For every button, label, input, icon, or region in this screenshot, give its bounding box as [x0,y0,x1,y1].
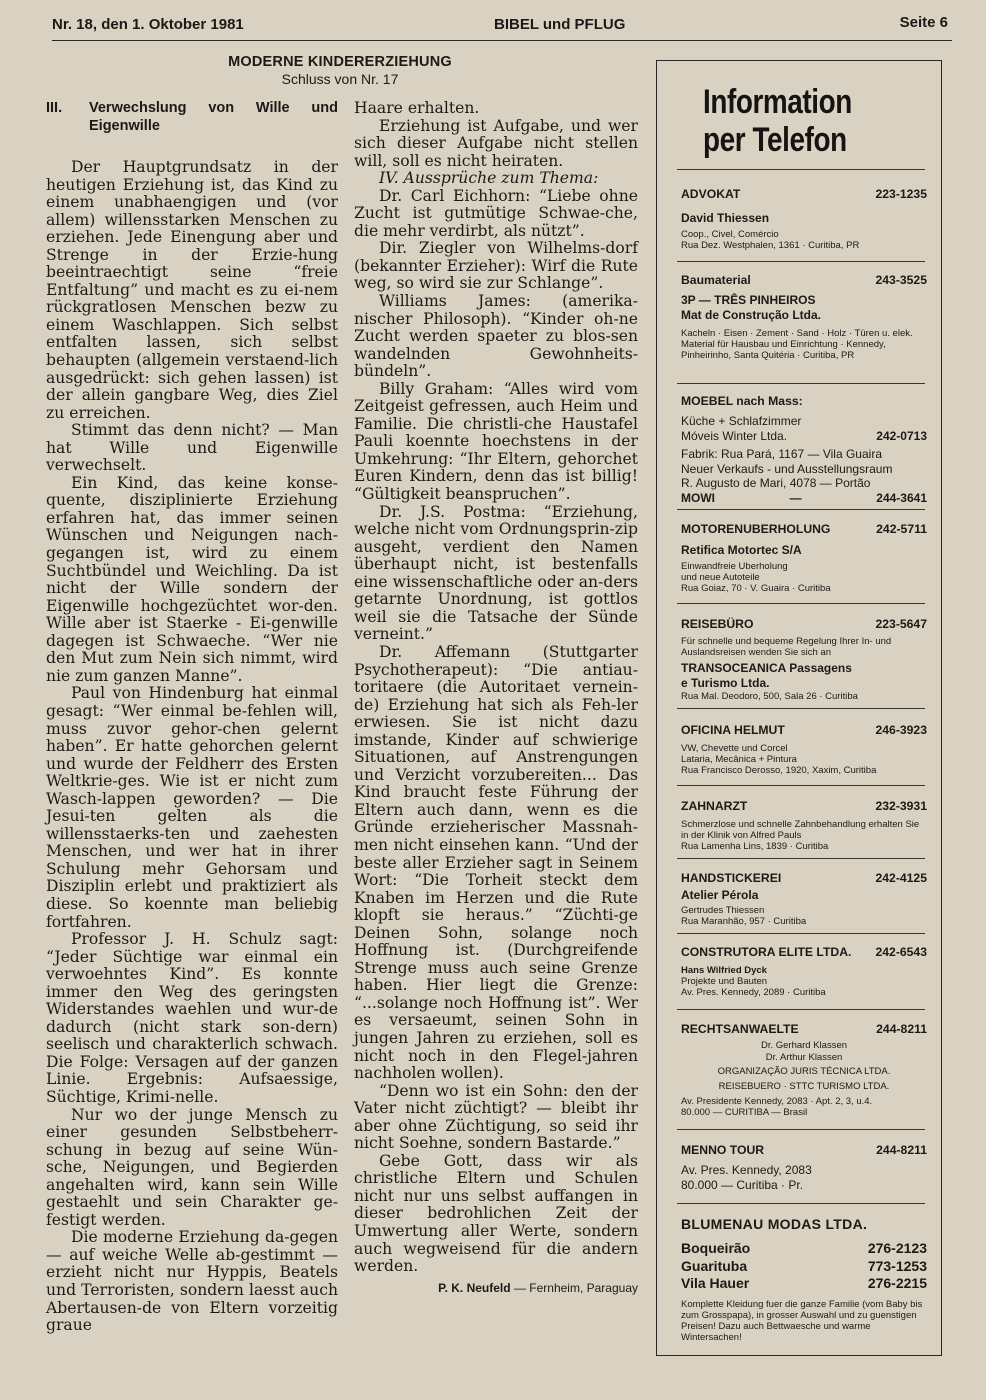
divider [677,1009,925,1010]
author-signature [354,1280,638,1298]
paragraph: Stimmt das denn nicht? — Man hat Wille und Eigenwille verwechselt. [46,421,338,475]
entry-advokat: ADVOKAT 223-1235 David Thiessen Coop., Civel, Comércio Rua Dez. Westphalen, 1361 · Curitiba, PR [681,187,927,252]
divider [677,603,925,604]
article-subtitle: Schluss von Nr. 17 [281,71,399,87]
entry-zahnarzt: ZAHNARZT 232-3931 Schmerzlose und schnelle Zahnbehandlung erhalten Sie in der Klinik von Alfred Pauls Rua Lamenha Lins, 1839 · Curitiba [681,799,927,853]
paragraph: Ein Kind, das keine konse-quente, disziplinierte Erziehung erfahren hat, das immer seinen Wünschen und Neigungen nach-gegangen ist, wird zu einem Suchtbündel und Weichling. Da ist nicht der Wille sondern der Eigenwille hochgezüchtet wor-den. Wille aber ist Staerke - Ei-genwille dagegen ist Schwaeche. “Wer nie den Mut zum Nein sich nimmt, wird nie zum ganzen Manne”. [46,473,338,685]
paragraph: Dr. J.S. Postma: “Erziehung, welche nicht vom Ordnungsprin-zip ausgeht, verdient den Namen überhaupt nicht, ist bestenfalls eine wissenschaftliche oder an-ders getarnte Unordnung, ist gottlos weil sie die Tatsache der Sünde verneint.” [354,502,638,644]
section-number: III. [46,100,63,116]
divider [677,261,925,262]
article-column-2 [354,100,638,1297]
entry-oficina-helmut: OFICINA HELMUT 246-3923 VW, Chevette und Corcel Lataria, Mecânica + Pintura Rua Francisco Derosso, 1920, Xaxim, Curitiba [681,723,927,777]
divider [677,933,925,934]
paragraph: Nur wo der junge Mensch zu einer gesunden Selbstbeherr-schung in bezug auf seine Wün-sche, Neigungen, und Begierden angehalten wird, kann sein Wille gestaehlt und sein Charakter ge-festigt werden. [46,1105,338,1229]
entry-baumaterial: Baumaterial 243-3525 3P — TRÊS PINHEIROS Mat de Construção Ltda. Kacheln · Eisen · Zement · Sand · Holz · Türen u. elek. Material für Hausbau und Einrichtung · Kennedy, Pinheirinho, Santa Quitéria · Curitiba, PR [681,273,927,362]
publication-name: BIBEL und PFLUG [494,16,626,33]
page-number: Seite 6 [899,14,948,31]
issue-date: Nr. 18, den 1. Oktober 1981 [52,16,244,33]
divider [677,1203,925,1204]
telephone-directory-box [656,60,942,1356]
entry-moebel: MOEBEL nach Mass: Küche + Schlafzimmer Móveis Winter Ltda. 242-0713 Fabrik: Rua Pará, 1167 — Vila Guaira Neuer Verkaufs - und Ausstellungsraum R. Augusto de Mari, 4078 — Portão MOWI — 244-3641 [681,394,927,505]
divider [677,1129,925,1130]
divider [677,509,925,510]
paragraph: Dr. Affemann (Stuttgarter Psychotherapeut): “Die antiau-toritaere (die Autoritaet vernein-de) Erziehung hat sich als Feh-ler erwiesen. Sie ist nicht dazu imstande, Kinder auf schwierige Situationen, auf Anstrengungen und Verzicht vorzubereiten... Das Kind braucht feste Führung der Eltern auch dann, wenn es die Gründe erzieherischer Massnah-men nicht einsehen kann. “Und der beste aller Erzieher sagt in Seinem Wort: “Die Torheit steckt dem Knaben im Herzen und die Rute klopft sie heraus.” “Züchti-ge Deinen Sohn, solange noch Hoffnung ist. (Durchgreifende Strenge muss auch seine Grenze haben. Hier liegt die Grenze: “...solange noch Hoffnung ist”. Wer es versaeumt, seinen Sohn in jungen Jahren zu erziehen, soll es nicht noch in den Flegel-jahren nachholen wollen). [354,642,638,1083]
section-title: Verwechslung von Wille und Eigenwille [89,100,338,134]
paragraph: Die moderne Erziehung da-gegen — auf weiche Welle ab-gestimmt — erzieht nicht nur Hyppis, Beatels und Terroristen, sondern laesst auch Abertausen-de von Eltern vorzeitig graue [46,1228,338,1335]
article-column-1 [46,100,338,1335]
branch-row: Vila Hauer 276-2215 [681,1275,927,1291]
paragraph: Billy Graham: “Alles wird vom Zeitgeist gefressen, auch Heim und Familie. Die christli-che Haustafel Pauli koennte hoechstens in der Umkehrung: “Ihr Eltern, gehorchet Euren Kindern, denn das ist billig! “Gültigkeit beanspruchen”. [354,379,638,504]
entry-construtora-elite: CONSTRUTORA ELITE LTDA. 242-6543 Hans Wilfried Dyck Projekte und Bauten Av. Pres. Kennedy, 2089 · Curitiba [681,945,927,999]
entry-motorenuberholung: MOTORENUBERHOLUNG 242-5711 Retifica Motortec S/A Einwandfreie Uberholung und neue Autoteile Rua Goiaz, 70 · V. Guaira · Curitiba [681,522,927,595]
divider [677,785,925,786]
paragraph: Dir. Ziegler von Wilhelms-dorf (bekannter Erzieher): Wirf die Rute weg, so wird sie zur Schlange”. [354,239,638,293]
author-place: — Fernheim, Paraguay [513,1280,638,1295]
paragraph: Erziehung ist Aufgabe, und wer sich dieser Aufgabe nicht stellen will, soll es nicht heiraten. [354,116,638,170]
section-heading [46,100,338,135]
entry-rechtsanwaelte: RECHTSANWAELTE 244-8211 Dr. Gerhard Klassen Dr. Arthur Klassen ORGANIZAÇÃO JURIS TÉCNICA LTDA. REISEBUERO · STTC TURISMO LTDA. Av. Presidente Kennedy, 2083 · Apt. 2, 3, u.4. 80.000 — CURITIBA — Brasil [681,1022,927,1119]
paragraph: Der Hauptgrundsatz in der heutigen Erziehung ist, das Kind zu einem unabhaengigen und (vor allem) willensstarken Menschen zu erziehen. Jede Einengung aber und Strenge in der Erzie-hung beeintraechtigt seine “freie Entfaltung” und macht es zu ei-nem rückgratlosen Menschen bezw zu einem Waschlappen. Sich selbst entfalten lassen, sich selbst behaupten (allgemein verstaend-lich ausgedrückt: sich gehen lassen) ist der allein gangbare Weg, dies Ziel zu erreichen. [46,158,338,422]
branch-row: Guarituba 773-1253 [681,1257,927,1274]
entry-handstickerei: HANDSTICKEREI 242-4125 Atelier Pérola Gertrudes Thiessen Rua Maranhão, 957 · Curitiba [681,871,927,928]
section-heading-iv: IV. Aussprüche zum Thema: [378,169,599,188]
entry-reisebuero: REISEBÜRO 223-5647 Für schnelle und bequeme Regelung Ihrer In- und Auslandsreisen wenden Sie sich an TRANSOCEANICA Passagens e Turismo Ltda. Rua Mal. Deodoro, 500, Sala 26 · Curitiba [681,617,927,703]
divider [677,383,925,384]
paragraph: Paul von Hindenburg hat einmal gesagt: “Wer einmal be-fehlen will, muss zuvor gehor-chen gelernt haben”. Er hatte gehorchen gelernt und wurde der Feldherr des Ersten Weltkrie-ges. Wie ist er nicht zum Wasch-lappen geworden? — Die Jesui-ten gelten als die willensstaerks-ten und zaehesten Menschen, und wer hat in ihrer Schulung mehr Gehorsam und Disziplin erlebt und praktiziert als diese. So koennte man beliebig fortfahren. [46,684,338,931]
branch-row: Boqueirão 276-2123 [681,1240,927,1256]
paragraph: “Denn wo ist ein Sohn: den der Vater nicht züchtigt? — bleibt ihr aber ohne Züchtigung, so seid ihr nicht Soehne, sondern Bastarde.” [354,1081,638,1153]
entry-blumenau-modas: BLUMENAU MODAS LTDA. Boqueirão 276-2123 Guarituba 773-1253 Vila Hauer 276-2215 Komplette Kleidung fuer die ganze Familie (vom Baby bis zum Grosspapa), in grosser Auswahl und zu guenstigen Preisen! Dazu auch Bettwaesche und warme Wintersachen! [681,1216,927,1344]
entry-menno-tour: MENNO TOUR 244-8211 Av. Pres. Kennedy, 2083 80.000 — Curitiba · Pr. [681,1143,927,1192]
paragraph: Haare erhalten. [354,99,480,117]
divider [677,169,925,170]
masthead [52,14,952,41]
paragraph: Dr. Carl Eichhorn: “Liebe ohne Zucht ist gutmütige Schwae-che, die mehr verdirbt, als nützt”. [354,186,638,240]
paragraph: Williams James: (amerika-nischer Philosoph). “Kinder oh-ne Zucht werden spaeter zu blos-sen wandelnden Gewohnheits-bündeln”. [354,292,638,381]
divider [677,858,925,859]
article-title: MODERNE KINDERERZIEHUNG [228,54,452,70]
paragraph: Gebe Gott, dass wir als christliche Eltern und Schulen nicht nur uns selbst auffangen in dieser bedrohlichen Zeit der Umwertung aller Werte, sondern auch wegweisend für die andern werden. [354,1151,638,1276]
paragraph: Professor J. H. Schulz sagt: “Jeder Süchtige war einmal ein verwoehntes Kind”. Es konnte immer den Weg des geringsten Widerstandes waehlen und wur-de dadurch (nicht stark son-dern) seelisch und charakterlich schwach. Die Folge: Versagen auf der ganzen Linie. Ergebnis: Aufsaessige, Süchtige, Krimi-nelle. [46,930,338,1106]
divider [677,708,925,709]
article-heading [150,54,530,87]
directory-title: Information per Telefon [703,83,852,159]
author-name: P. K. Neufeld [438,1280,511,1295]
